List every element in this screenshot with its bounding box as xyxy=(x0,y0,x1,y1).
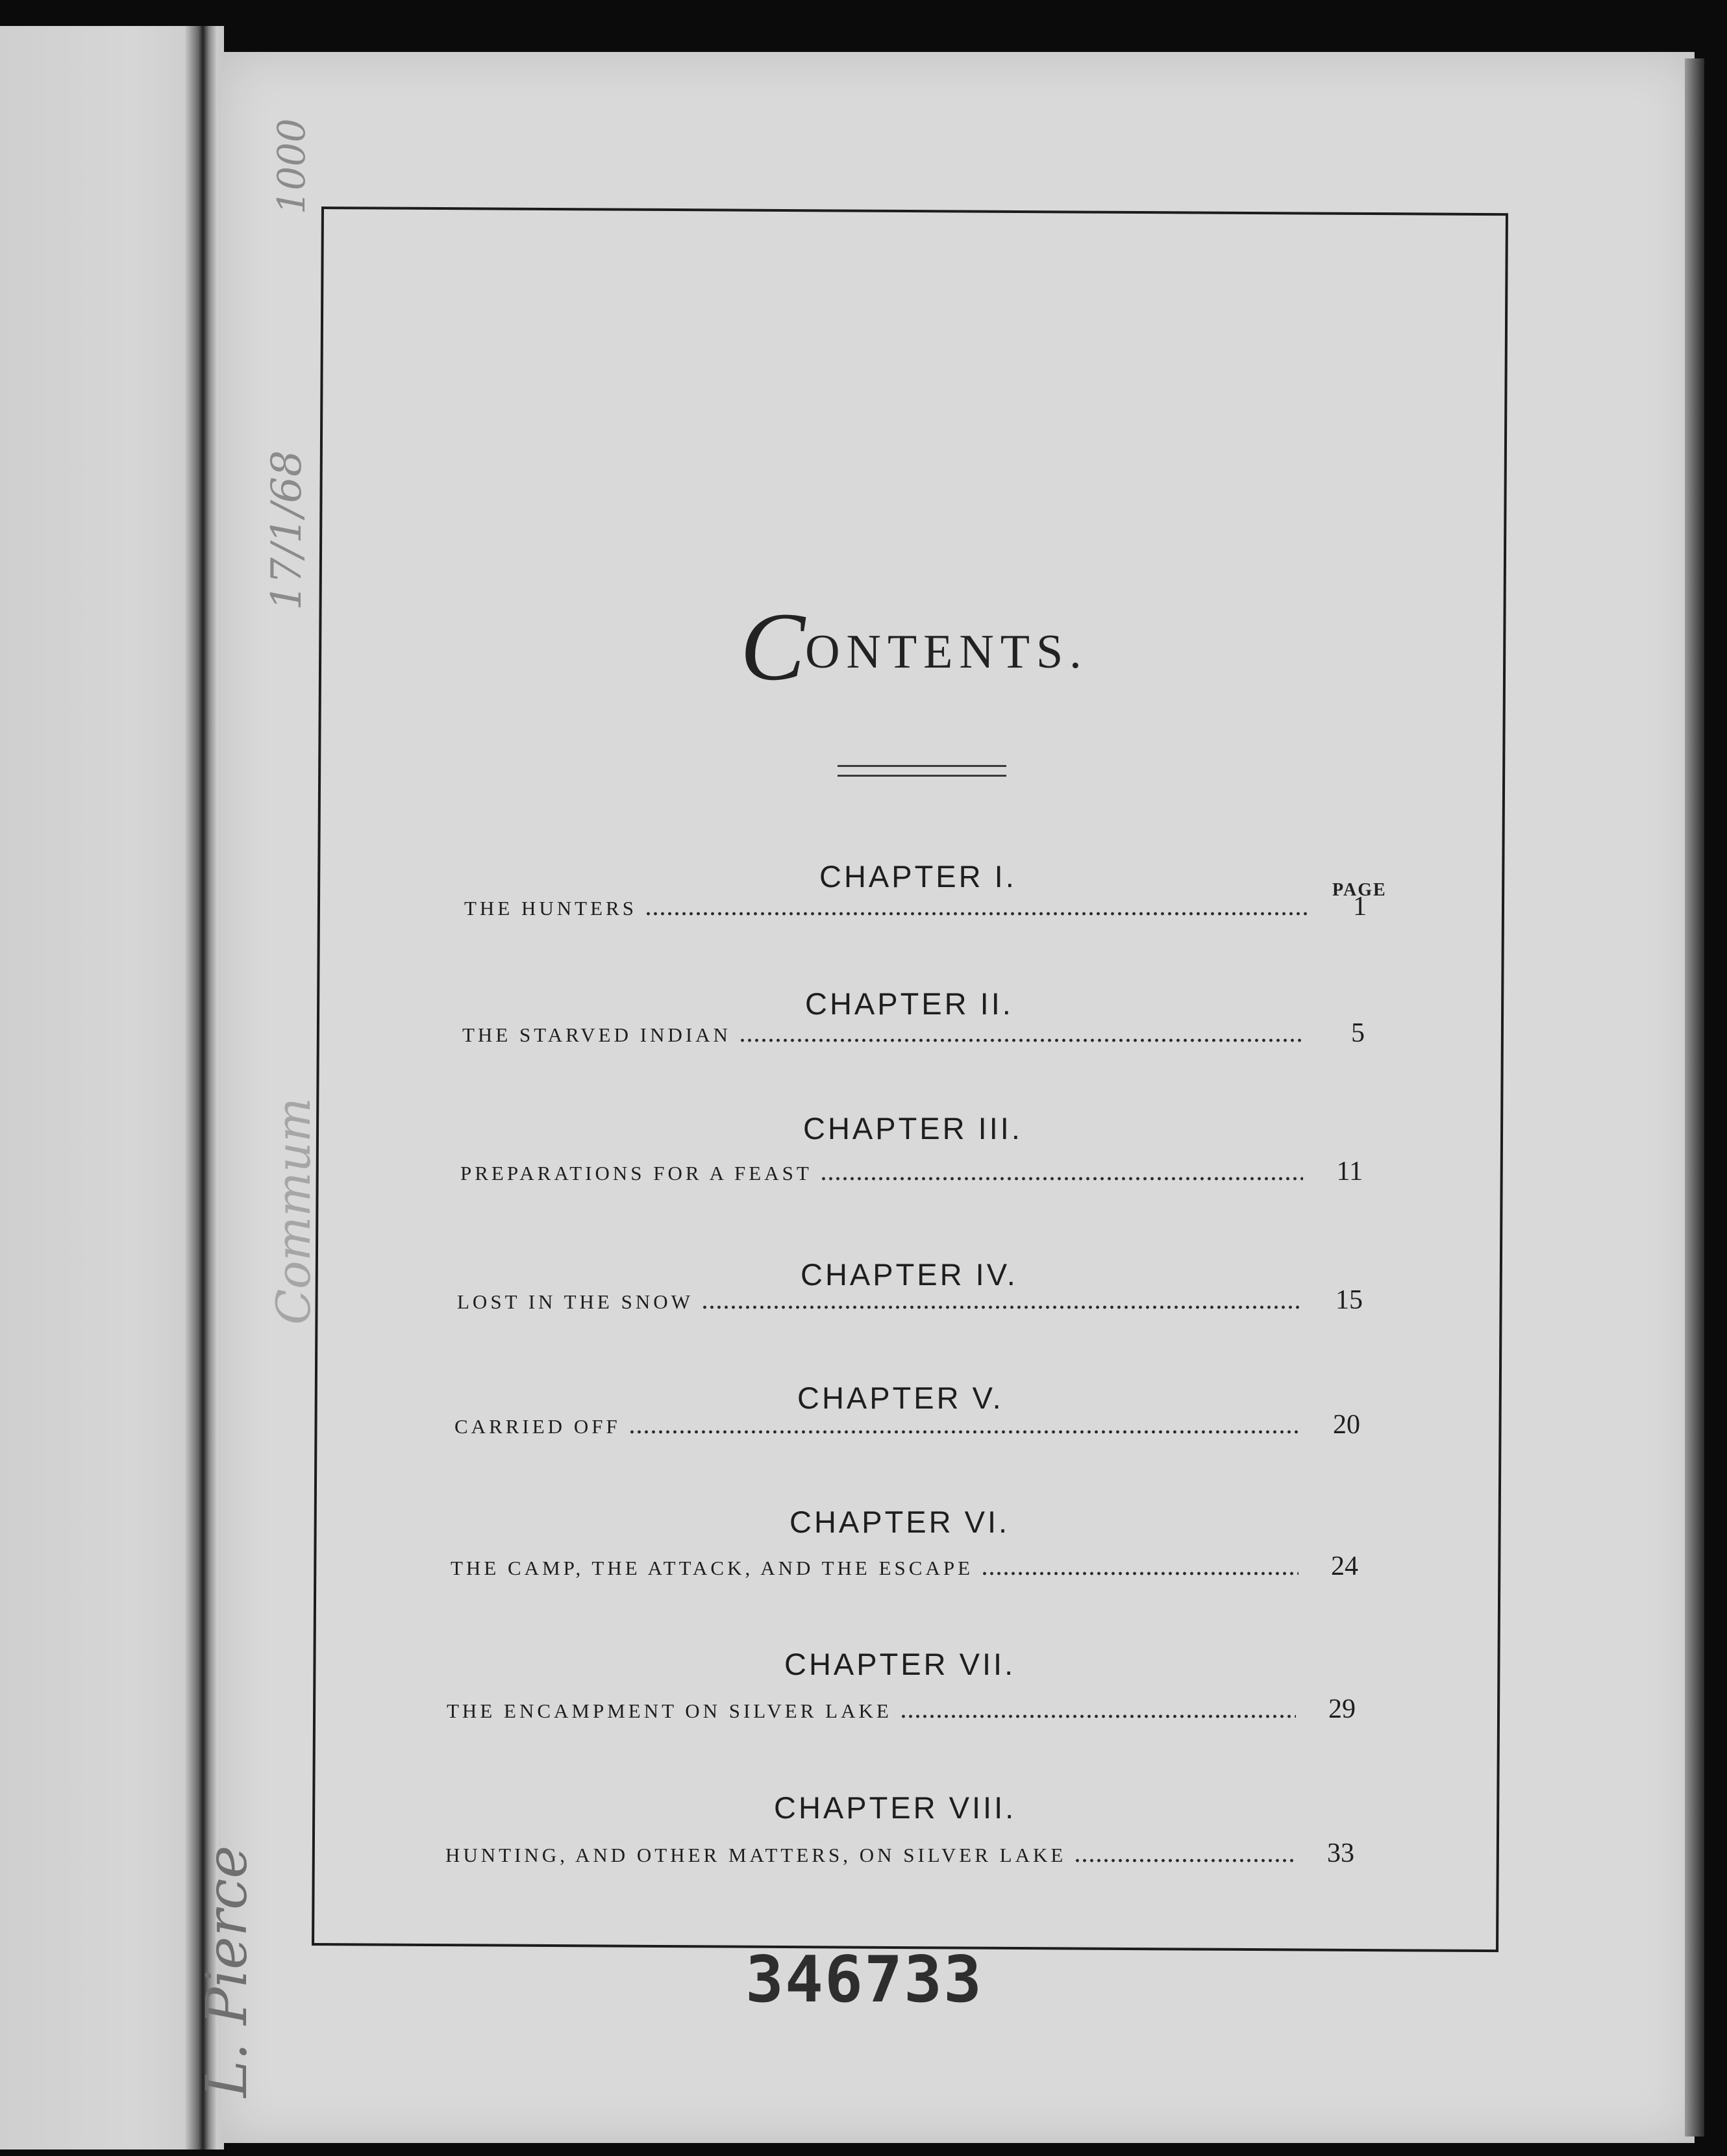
toc-entry[interactable] xyxy=(445,1838,1354,1869)
entry-title: PREPARATIONS FOR A FEAST xyxy=(460,1162,812,1185)
dot-leader xyxy=(820,1177,1303,1181)
entry-page-number: 20 xyxy=(1333,1410,1360,1440)
page-title xyxy=(740,591,1088,703)
entry-title: THE HUNTERS xyxy=(464,897,637,920)
dot-leader xyxy=(701,1305,1303,1309)
book-gutter xyxy=(185,26,217,2150)
contents-border-frame xyxy=(312,207,1508,1952)
handwritten-note: Commum xyxy=(266,1097,321,1325)
toc-entry[interactable] xyxy=(457,1285,1363,1316)
toc-entry[interactable] xyxy=(454,1409,1360,1440)
dot-leader xyxy=(628,1430,1300,1434)
dot-leader xyxy=(900,1714,1296,1718)
chapter-heading: CHAPTER VI. xyxy=(789,1505,1010,1539)
chapter-heading: CHAPTER III. xyxy=(803,1111,1023,1146)
chapter-heading: CHAPTER VIII. xyxy=(774,1790,1017,1825)
toc-entry[interactable] xyxy=(464,891,1367,922)
library-stamp-number: 346733 xyxy=(745,1943,984,2017)
handwritten-number: 1000 xyxy=(269,118,314,214)
handwritten-name: L. Pierce xyxy=(195,1845,260,2098)
entry-page-number: 5 xyxy=(1351,1018,1365,1048)
chapter-heading: CHAPTER I. xyxy=(819,859,1017,894)
chapter-heading: CHAPTER VII. xyxy=(784,1647,1016,1681)
dot-leader xyxy=(981,1572,1298,1575)
chapter-heading: CHAPTER IV. xyxy=(801,1257,1018,1292)
chapter-heading: CHAPTER II. xyxy=(805,986,1013,1021)
title-rest: ONTENTS. xyxy=(805,625,1088,679)
entry-page-number: 11 xyxy=(1336,1157,1363,1186)
dot-leader xyxy=(739,1038,1305,1042)
entry-page-number: 24 xyxy=(1331,1551,1358,1581)
entry-page-number: 1 xyxy=(1353,892,1367,921)
title-initial: C xyxy=(740,593,806,701)
entry-page-number: 33 xyxy=(1327,1838,1354,1868)
entry-title: THE STARVED INDIAN xyxy=(462,1023,731,1046)
entry-title: CARRIED OFF xyxy=(454,1415,621,1438)
toc-entry[interactable] xyxy=(447,1694,1356,1725)
entry-title: LOST IN THE SNOW xyxy=(457,1290,693,1313)
title-double-rule xyxy=(838,765,1006,777)
entry-title: HUNTING, AND OTHER MATTERS, ON SILVER LAKE xyxy=(445,1844,1067,1866)
entry-title: THE CAMP, THE ATTACK, AND THE ESCAPE xyxy=(451,1557,974,1579)
entry-page-number: 15 xyxy=(1336,1285,1363,1315)
page-edge-shadow xyxy=(1685,58,1704,2137)
page-column-label: PAGE xyxy=(1332,880,1387,900)
toc-entry[interactable] xyxy=(462,1018,1365,1049)
entry-page-number: 29 xyxy=(1328,1694,1356,1724)
dot-leader xyxy=(645,912,1307,916)
toc-entry[interactable] xyxy=(451,1551,1358,1582)
dot-leader xyxy=(1074,1859,1295,1862)
toc-entry[interactable] xyxy=(460,1156,1363,1187)
handwritten-date: 17/1/68 xyxy=(263,450,311,610)
entry-title: THE ENCAMPMENT ON SILVER LAKE xyxy=(447,1699,892,1722)
chapter-heading: CHAPTER V. xyxy=(797,1381,1004,1415)
